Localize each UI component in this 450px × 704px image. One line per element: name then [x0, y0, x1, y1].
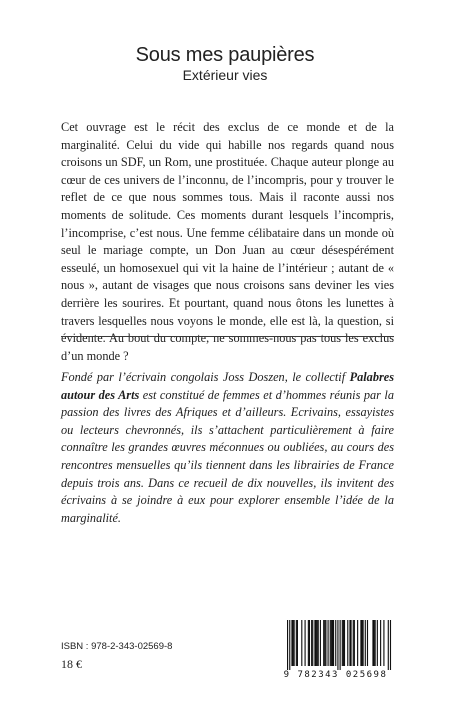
title-block [0, 44, 450, 83]
price-label: 18 € [61, 657, 82, 671]
barcode-bar [333, 620, 334, 666]
barcode-bar [291, 620, 292, 666]
barcode-bar [342, 620, 343, 666]
barcode-bar [328, 620, 329, 666]
barcode-bar [344, 620, 345, 666]
barcode-bar [349, 620, 350, 666]
barcode-bar [309, 620, 310, 666]
barcode-bar [330, 620, 331, 666]
barcode-bar [315, 620, 316, 666]
barcode-bar [318, 620, 319, 666]
barcode-bar [289, 620, 290, 670]
barcode-bar [294, 620, 295, 666]
barcode-bar [354, 620, 355, 666]
barcode-bar [337, 620, 338, 670]
barcode-bar [332, 620, 333, 666]
barcode-bar [373, 620, 374, 666]
collective-description-intro: Fondé par l’écrivain congolais Joss Doszen, le collectif [61, 370, 350, 384]
barcode-bar [301, 620, 302, 666]
barcode-bar [317, 620, 318, 666]
barcode-bar [320, 620, 321, 666]
barcode-bar [312, 620, 313, 666]
barcode-bar [323, 620, 324, 666]
collective-description-body: est constitué de femmes et d’hommes réunis par la passion des livres des Afriques et d’ailleurs. Ecrivains, essayistes ou lecteurs chevronnés, ils s’attachent particulièrement à faire connaître les grandes œuvres méconnues ou oubliées, au cours des rencontres mensuelles qu’ils tiennent dans les librairies de France depuis trois ans. Dans ce recueil de dix nouvelles, ils invitent des écrivains à se joindre à eux pour explorer ensemble l’idée de la marginalité. [61, 387, 394, 525]
barcode-bar [388, 620, 389, 670]
barcode-bar [390, 620, 391, 670]
barcode-bar [305, 620, 306, 666]
barcode-bar [324, 620, 325, 666]
barcode-bar [365, 620, 366, 666]
barcode-bar [361, 620, 362, 666]
barcode-bar [340, 620, 341, 670]
barcode-bar [331, 620, 332, 666]
barcode-digits: 9 782343 025698 [283, 670, 388, 680]
isbn-label: ISBN : 978-2-343-02569-8 [61, 641, 173, 652]
collective-name: Palabres autour des Arts [61, 370, 394, 402]
barcode-bar [297, 620, 298, 666]
barcode-bar [353, 620, 354, 666]
barcode-bar [367, 620, 368, 666]
barcode-bar [363, 620, 364, 666]
divider-rule [61, 336, 394, 337]
barcode-bar [380, 620, 381, 666]
barcode-bar [296, 620, 297, 666]
barcode-bar [375, 620, 376, 666]
barcode-bar [335, 620, 336, 666]
back-cover-blurb: Cet ouvrage est le récit des exclus de ce monde et de la marginalité. Celui du vide qui habille nos regards quand nous croisons un SDF, un Rom, une prostituée. Chaque auteur plonge au cœur de ces univers de l’inconnu, de l’incompris, pour y trouver le reflet de ce que nous sommes tous. Mais il raconte aussi nos moments de solitude. Ces moments durant lesquels l’incompris, l’incomprise, c’est nous. Une femme célibataire dans un monde où seul le mariage compte, un Don Juan au cœur désespérément esseulé, un homosexuel qui vit la haine de l’intérieur ; autant de « nous », autant de visages que nous croisons sans deviner les vies derrière les sourires. Et pourtant, quand nous ôtons les lunettes à travers lesquelles nous voyons le monde, elle est là, la question, si évidente. Au bout du compte, ne sommes-nous pas tous les exclus d’un monde ? [61, 120, 394, 363]
collective-description [61, 369, 394, 527]
book-title: Sous mes paupières [135, 44, 315, 66]
barcode-bar [350, 620, 351, 666]
barcode [276, 618, 395, 682]
barcode-bar [383, 620, 384, 666]
barcode-bar [308, 620, 309, 666]
barcode-bar [357, 620, 358, 666]
barcode-bar [347, 620, 348, 666]
barcode-bar [360, 620, 361, 666]
barcode-bar [325, 620, 326, 666]
barcode-bar [343, 620, 344, 666]
barcode-bars-icon [276, 618, 395, 670]
barcode-bar [292, 620, 293, 666]
barcode-bar [372, 620, 373, 666]
barcode-bar [311, 620, 312, 666]
book-subtitle: Extérieur vies [182, 67, 268, 83]
barcode-bar [377, 620, 378, 666]
barcode-bar [314, 620, 315, 666]
barcode-bar [287, 620, 288, 670]
